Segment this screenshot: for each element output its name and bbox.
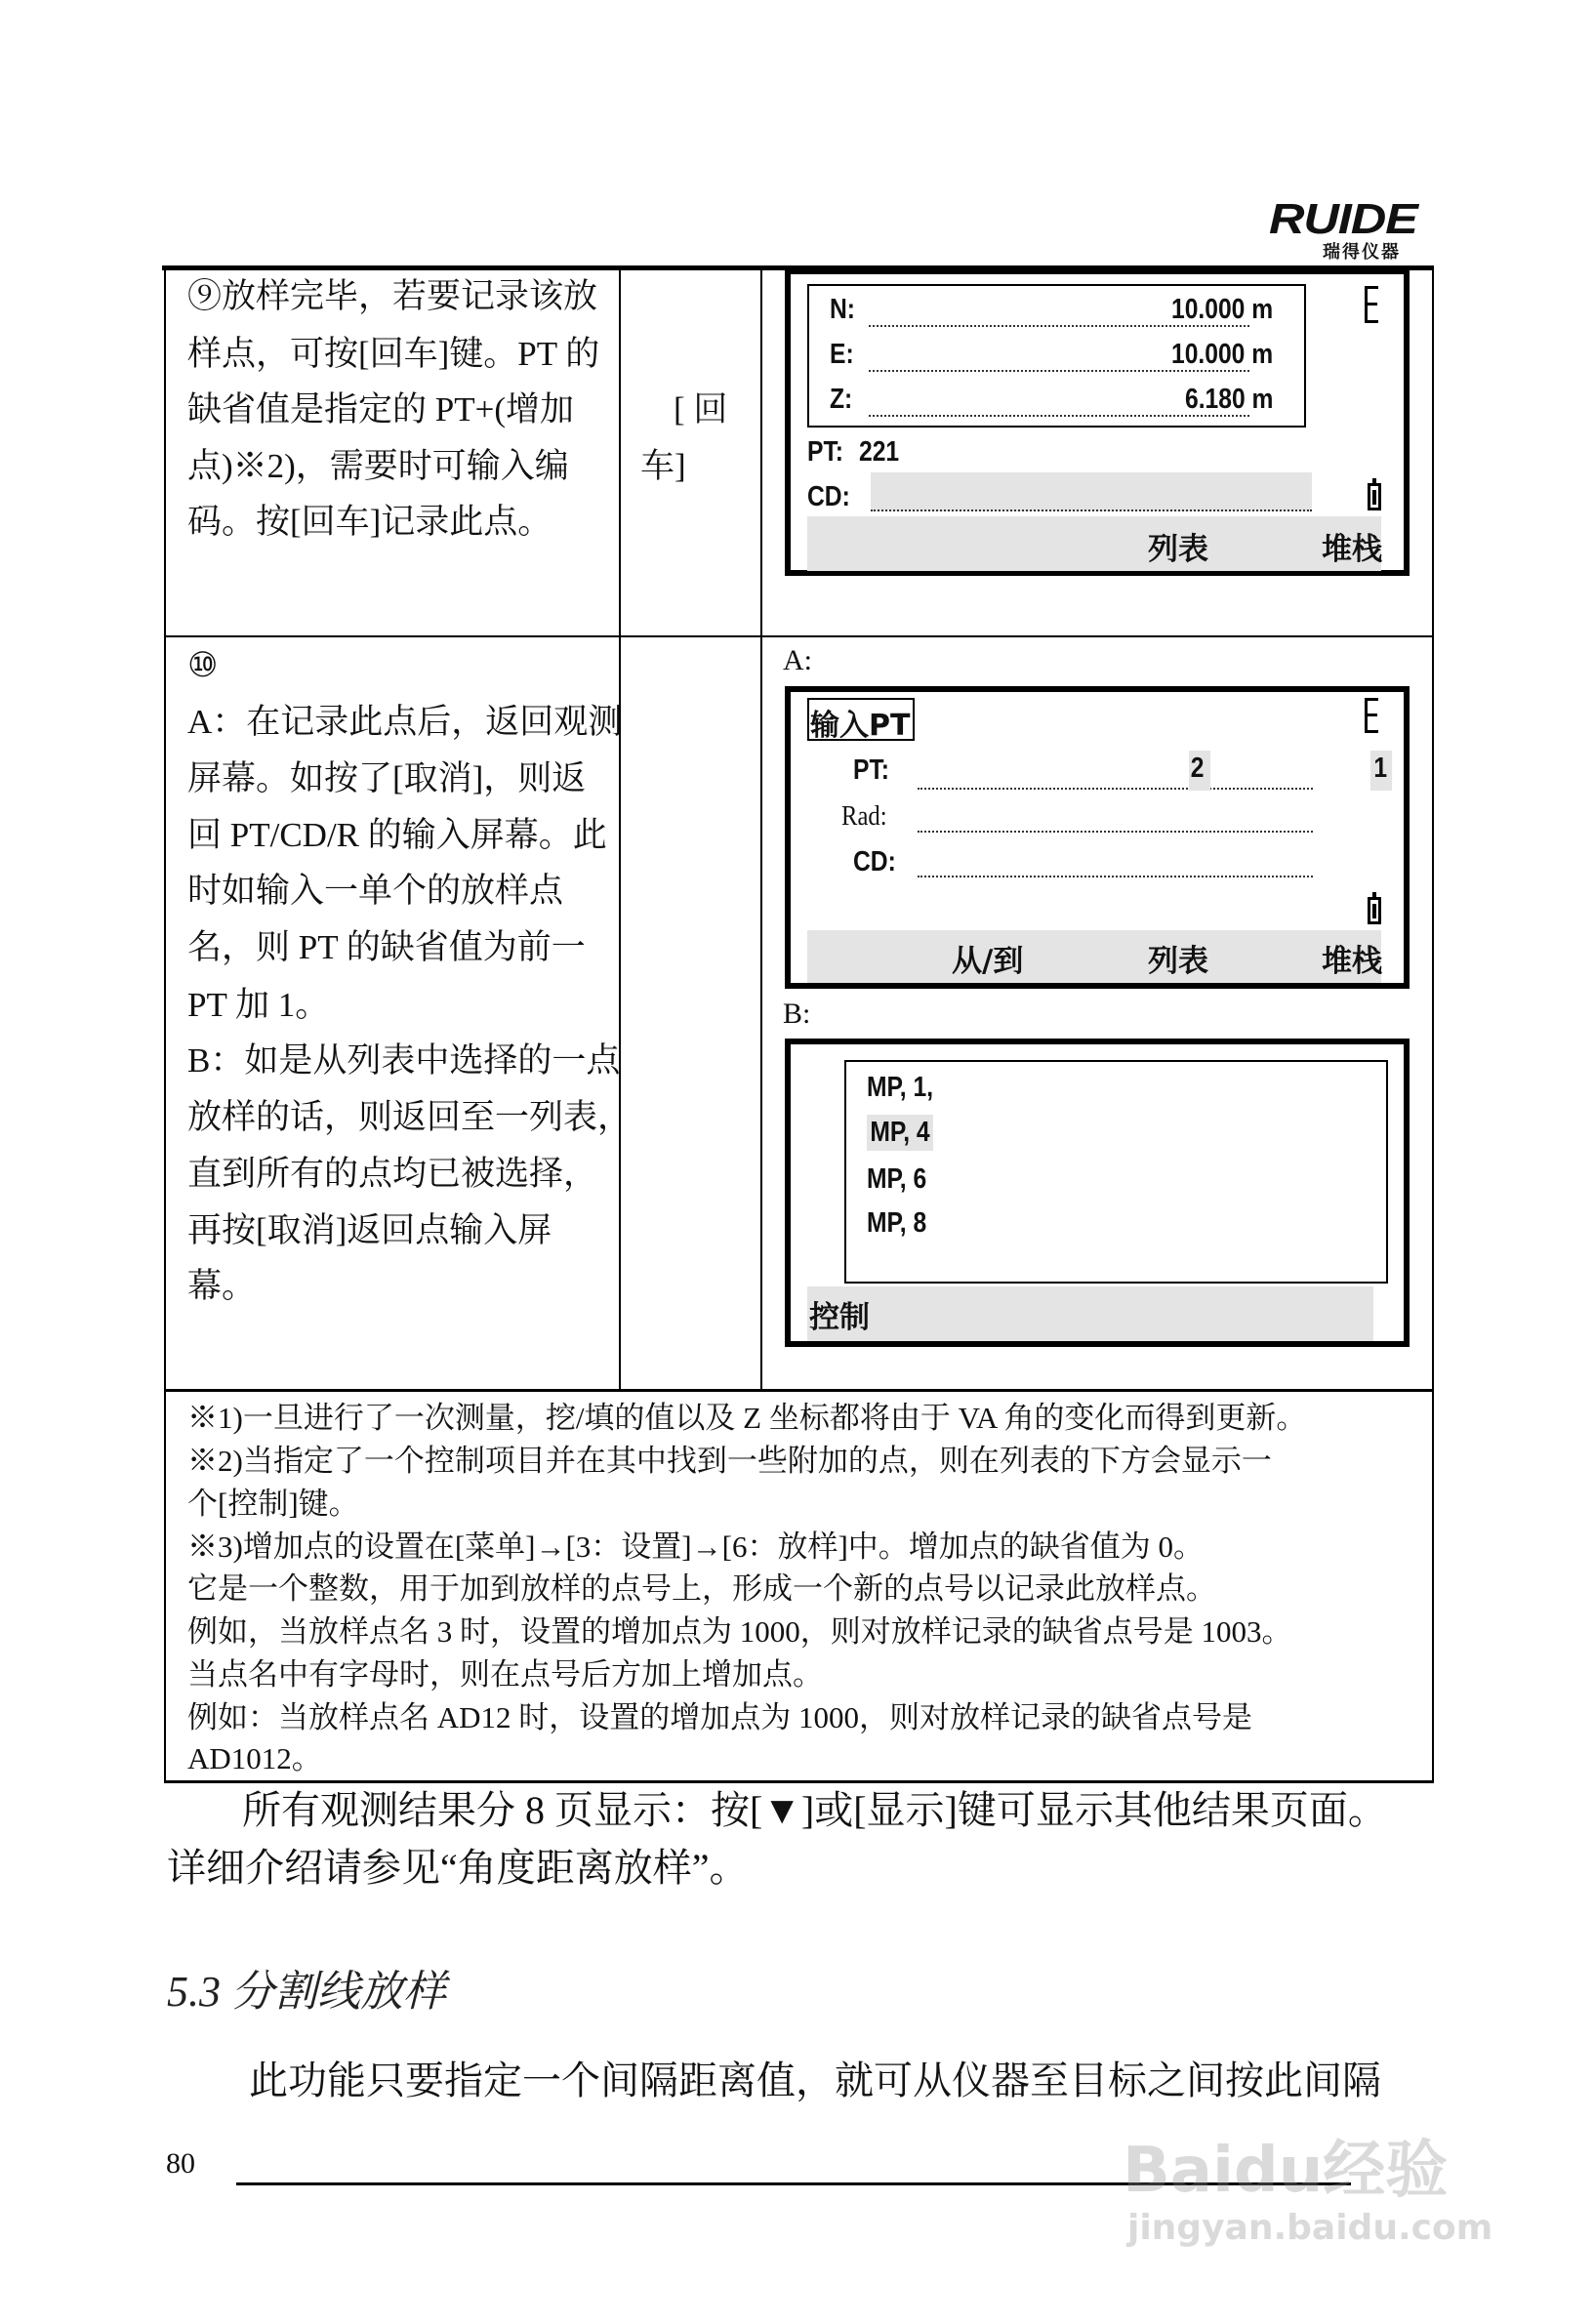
text-line: 直到所有的点均已被选择， xyxy=(187,1155,598,1193)
text-line: A：在记录此点后，返回观测 xyxy=(187,703,623,741)
text-line: ⑩ xyxy=(187,646,219,684)
screen-b-caption: B: xyxy=(783,998,811,1030)
list-item[interactable]: MP, 8 xyxy=(867,1207,927,1239)
text-line: 回 PT/CD/R 的输入屏幕。此 xyxy=(187,816,607,854)
column-divider-2 xyxy=(760,265,762,1390)
note-line: ※3)增加点的设置在[菜单]→[3：设置]→[6：放样]中。增加点的缺省值为 0。 xyxy=(187,1529,1205,1564)
tilt-level-icon xyxy=(1365,698,1378,733)
softkey-list[interactable]: 列表 xyxy=(1148,944,1208,979)
key-label: [ 回 xyxy=(674,390,728,428)
note-line: 当点名中有字母时，则在点号后方加上增加点。 xyxy=(187,1657,823,1692)
cd-label: CD: xyxy=(807,481,850,512)
battery-icon xyxy=(1368,483,1381,510)
text-line: B：如是从列表中选择的一点 xyxy=(187,1041,621,1080)
text-line: 时如输入一单个的放样点 xyxy=(187,872,564,910)
pt-label: PT: xyxy=(807,436,843,468)
field-value: 6.180 m xyxy=(1185,384,1274,415)
list-item[interactable]: MP, 6 xyxy=(867,1163,927,1195)
text-line: 再按[取消]返回点输入屏 xyxy=(187,1211,552,1249)
key-label: 车] xyxy=(640,447,686,485)
tilt-level-icon xyxy=(1365,286,1378,323)
pt-input[interactable] xyxy=(918,788,1313,790)
body-paragraph: 详细介绍请参见“角度距离放样”。 xyxy=(167,1846,749,1890)
text-line: 放样的话，则返回至一列表， xyxy=(187,1098,633,1136)
table-left-border xyxy=(164,265,166,1782)
battery-icon xyxy=(1368,897,1381,924)
instrument-screen-record xyxy=(785,268,1410,576)
text-line: 名，则 PT 的缺省值为前一 xyxy=(187,928,586,966)
text-line: 屏幕。如按了[取消]，则返 xyxy=(187,759,587,797)
ruide-logo: RUIDE xyxy=(1269,195,1417,243)
softkey-stack[interactable]: 堆栈 xyxy=(1322,944,1382,979)
softkey-stack[interactable]: 堆栈 xyxy=(1322,532,1382,567)
text-line: 点)※2)，需要时可输入编 xyxy=(187,447,569,485)
ruide-logo-subtitle: 瑞得仪器 xyxy=(1323,242,1401,263)
table-right-border xyxy=(1432,265,1434,1782)
screen-title: 输入PT xyxy=(810,709,911,743)
baidu-watermark-url: jingyan.baidu.com xyxy=(1127,2208,1493,2248)
row-divider-1 xyxy=(164,635,1434,637)
softkey-control[interactable]: 控制 xyxy=(809,1300,870,1335)
pt-label: PT: xyxy=(853,754,889,786)
field-label: N: xyxy=(830,294,856,325)
note-line: ※2)当指定了一个控制项目并在其中找到一些附加的点，则在列表的下方会显示一 xyxy=(187,1444,1272,1478)
softkey-from-to[interactable]: 从/到 xyxy=(952,944,1024,979)
note-line: 它是一个整数，用于加到放样的点号上，形成一个新的点号以记录此放样点。 xyxy=(187,1571,1216,1606)
text-line: PT 加 1。 xyxy=(187,986,330,1024)
instrument-screen-point-list xyxy=(785,1039,1410,1347)
list-item[interactable]: MP, 1, xyxy=(867,1072,934,1103)
text-line: 缺省值是指定的 PT+(增加 xyxy=(187,390,574,428)
body-paragraph: 此功能只要指定一个间隔距离值，就可从仪器至目标之间按此间隔 xyxy=(249,2059,1381,2102)
note-line: 例如：当放样点名 AD12 时，设置的增加点为 1000，则对放样记录的缺省点号是 xyxy=(187,1700,1253,1734)
softkey-bar xyxy=(807,1286,1373,1341)
softkey-bar xyxy=(807,516,1381,571)
row-divider-2 xyxy=(164,1389,1434,1392)
note-line: 例如，当放样点名 3 时，设置的增加点为 1000，则对放样记录的缺省点号是 1003。 xyxy=(187,1614,1292,1649)
section-heading: 5.3 分割线放样 xyxy=(167,1968,446,2016)
baidu-watermark: Baidu经验 xyxy=(1123,2135,1449,2207)
screen-a-caption: A: xyxy=(783,644,812,676)
note-line: AD1012。 xyxy=(187,1741,322,1775)
field-label: E: xyxy=(830,339,854,370)
instrument-screen-input-pt xyxy=(785,686,1410,989)
column-divider-1 xyxy=(619,265,621,1390)
text-line: 幕。 xyxy=(187,1267,257,1305)
page-number: 80 xyxy=(166,2147,195,2180)
note-line: 个[控制]键。 xyxy=(187,1487,359,1521)
text-line: 样点，可按[回车]键。PT 的 xyxy=(187,335,600,373)
note-line: ※1)一旦进行了一次测量，挖/填的值以及 Z 坐标都将由于 VA 角的变化而得到更新。 xyxy=(187,1401,1307,1435)
rad-input[interactable] xyxy=(918,831,1313,833)
text-line: 码。按[回车]记录此点。 xyxy=(187,503,552,541)
pt-value: 2 xyxy=(1189,751,1210,791)
cd-input[interactable] xyxy=(918,876,1313,877)
body-paragraph: 所有观测结果分 8 页显示：按[▼]或[显示]键可显示其他结果页面。 xyxy=(242,1788,1387,1832)
pt-index: 1 xyxy=(1370,751,1392,791)
field-value: 10.000 m xyxy=(1171,294,1274,325)
field-value: 10.000 m xyxy=(1171,339,1274,370)
pt-value: 221 xyxy=(859,436,900,468)
cd-input[interactable] xyxy=(871,472,1312,511)
field-label: Z: xyxy=(830,384,853,415)
list-item-selected[interactable]: MP, 4 xyxy=(867,1115,933,1151)
softkey-bar xyxy=(807,930,1381,983)
softkey-list[interactable]: 列表 xyxy=(1148,532,1208,567)
cd-label: CD: xyxy=(853,846,896,877)
rad-label: Rad: xyxy=(841,800,887,832)
text-line: ⑨放样完毕，若要记录该放 xyxy=(187,277,598,315)
